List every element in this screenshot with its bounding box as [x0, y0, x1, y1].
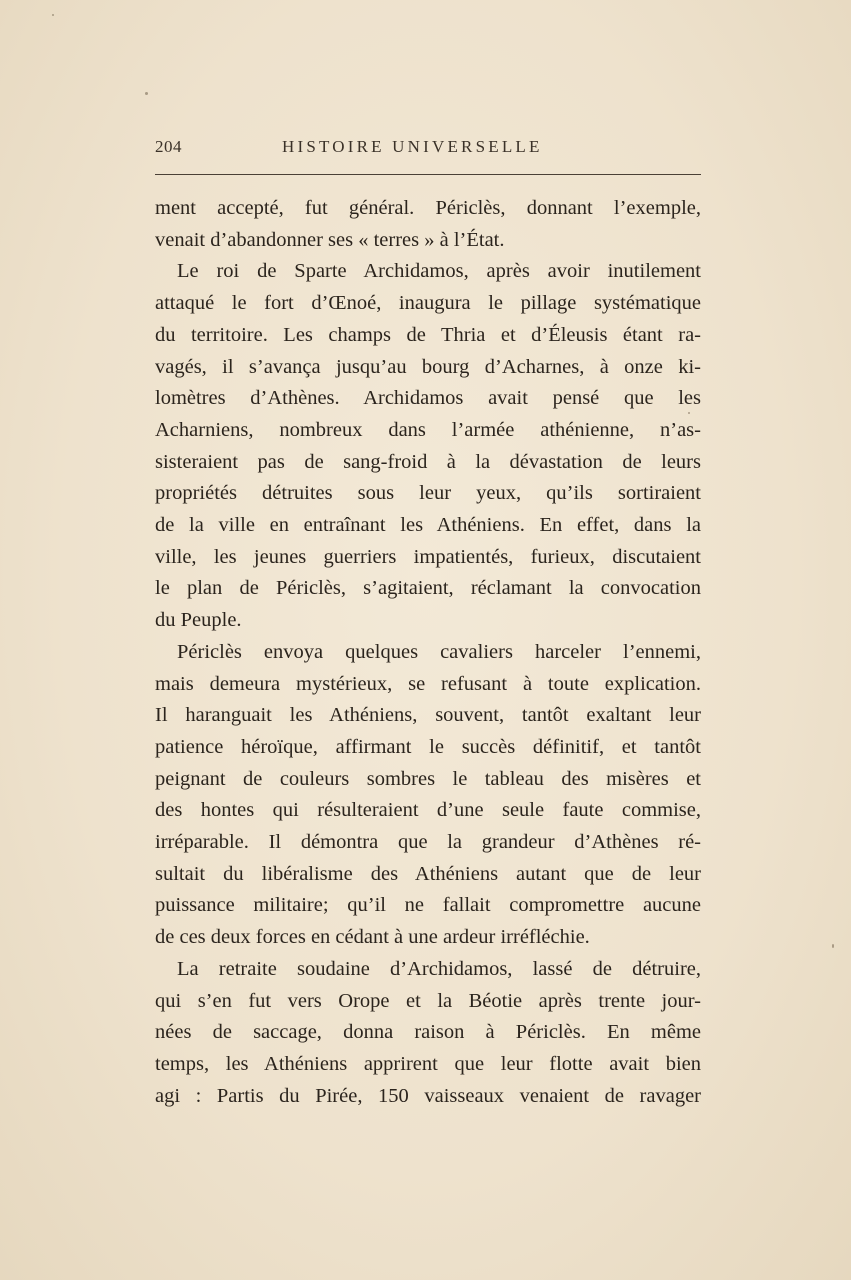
text-line: des hontes qui résulteraient d’une seule faute commise,	[155, 799, 701, 822]
paragraph-first-line: La retraite soudaine d’Archidamos, lassé de détruire,	[177, 957, 701, 980]
text-line: temps, les Athéniens apprirent que leur flotte avait bien	[155, 1052, 701, 1075]
text-line: du territoire. Les champs de Thria et d’Éleusis étant ra-	[155, 323, 701, 346]
page-number: 204	[155, 137, 182, 156]
text-line: le plan de Périclès, s’agitaient, réclamant la convocation	[155, 577, 701, 600]
text-line: puissance militaire; qu’il ne fallait compromettre aucune	[155, 894, 701, 917]
text-line: qui s’en fut vers Orope et la Béotie après trente jour-	[155, 989, 701, 1012]
paper-speck	[832, 944, 834, 948]
text-line: vagés, il s’avança jusqu’au bourg d’Acharnes, à onze ki-	[155, 355, 701, 378]
paragraph-first-line: Le roi de Sparte Archidamos, après avoir inutilement	[177, 260, 701, 283]
text-line: mais demeura mystérieux, se refusant à toute explication.	[155, 672, 701, 695]
text-line: agi : Partis du Pirée, 150 vaisseaux venaient de ravager	[155, 1084, 701, 1107]
text-line: propriétés détruites sous leur yeux, qu’ils sortiraient	[155, 482, 701, 505]
paper-speck	[145, 92, 148, 95]
running-title: HISTOIRE UNIVERSELLE	[282, 137, 543, 156]
text-line: irréparable. Il démontra que la grandeur d’Athènes ré-	[155, 831, 701, 854]
text-line: du Peuple.	[155, 609, 242, 632]
text-line: ment accepté, fut général. Périclès, donnant l’exemple,	[155, 197, 701, 219]
running-head	[155, 137, 701, 161]
text-line: venait d’abandonner ses « terres » à l’État.	[155, 228, 505, 251]
body-text	[155, 193, 701, 1112]
text-line: de la ville en entraînant les Athéniens. En effet, dans la	[155, 514, 701, 537]
text-line: de ces deux forces en cédant à une ardeur irréfléchie.	[155, 926, 590, 949]
text-line: peignant de couleurs sombres le tableau des misères et	[155, 767, 701, 790]
text-line: nées de saccage, donna raison à Périclès. En même	[155, 1021, 701, 1044]
header-rule	[155, 174, 701, 175]
text-line: attaqué le fort d’Œnoé, inaugura le pillage systématique	[155, 292, 701, 315]
paragraph-first-line: Périclès envoya quelques cavaliers harceler l’ennemi,	[177, 640, 701, 663]
paper-speck	[688, 412, 690, 414]
text-line: sisteraient pas de sang-froid à la dévastation de leurs	[155, 450, 701, 473]
paper-speck	[52, 14, 54, 16]
text-line: ville, les jeunes guerriers impatientés, furieux, discutaient	[155, 545, 701, 568]
text-line: lomètres d’Athènes. Archidamos avait pensé que les	[155, 387, 701, 410]
text-line: Il haranguait les Athéniens, souvent, tantôt exaltant leur	[155, 704, 701, 727]
text-line: sultait du libéralisme des Athéniens autant que de leur	[155, 862, 701, 885]
text-line: patience héroïque, affirmant le succès définitif, et tantôt	[155, 735, 701, 758]
text-line: Acharniens, nombreux dans l’armée athénienne, n’as-	[155, 418, 701, 441]
